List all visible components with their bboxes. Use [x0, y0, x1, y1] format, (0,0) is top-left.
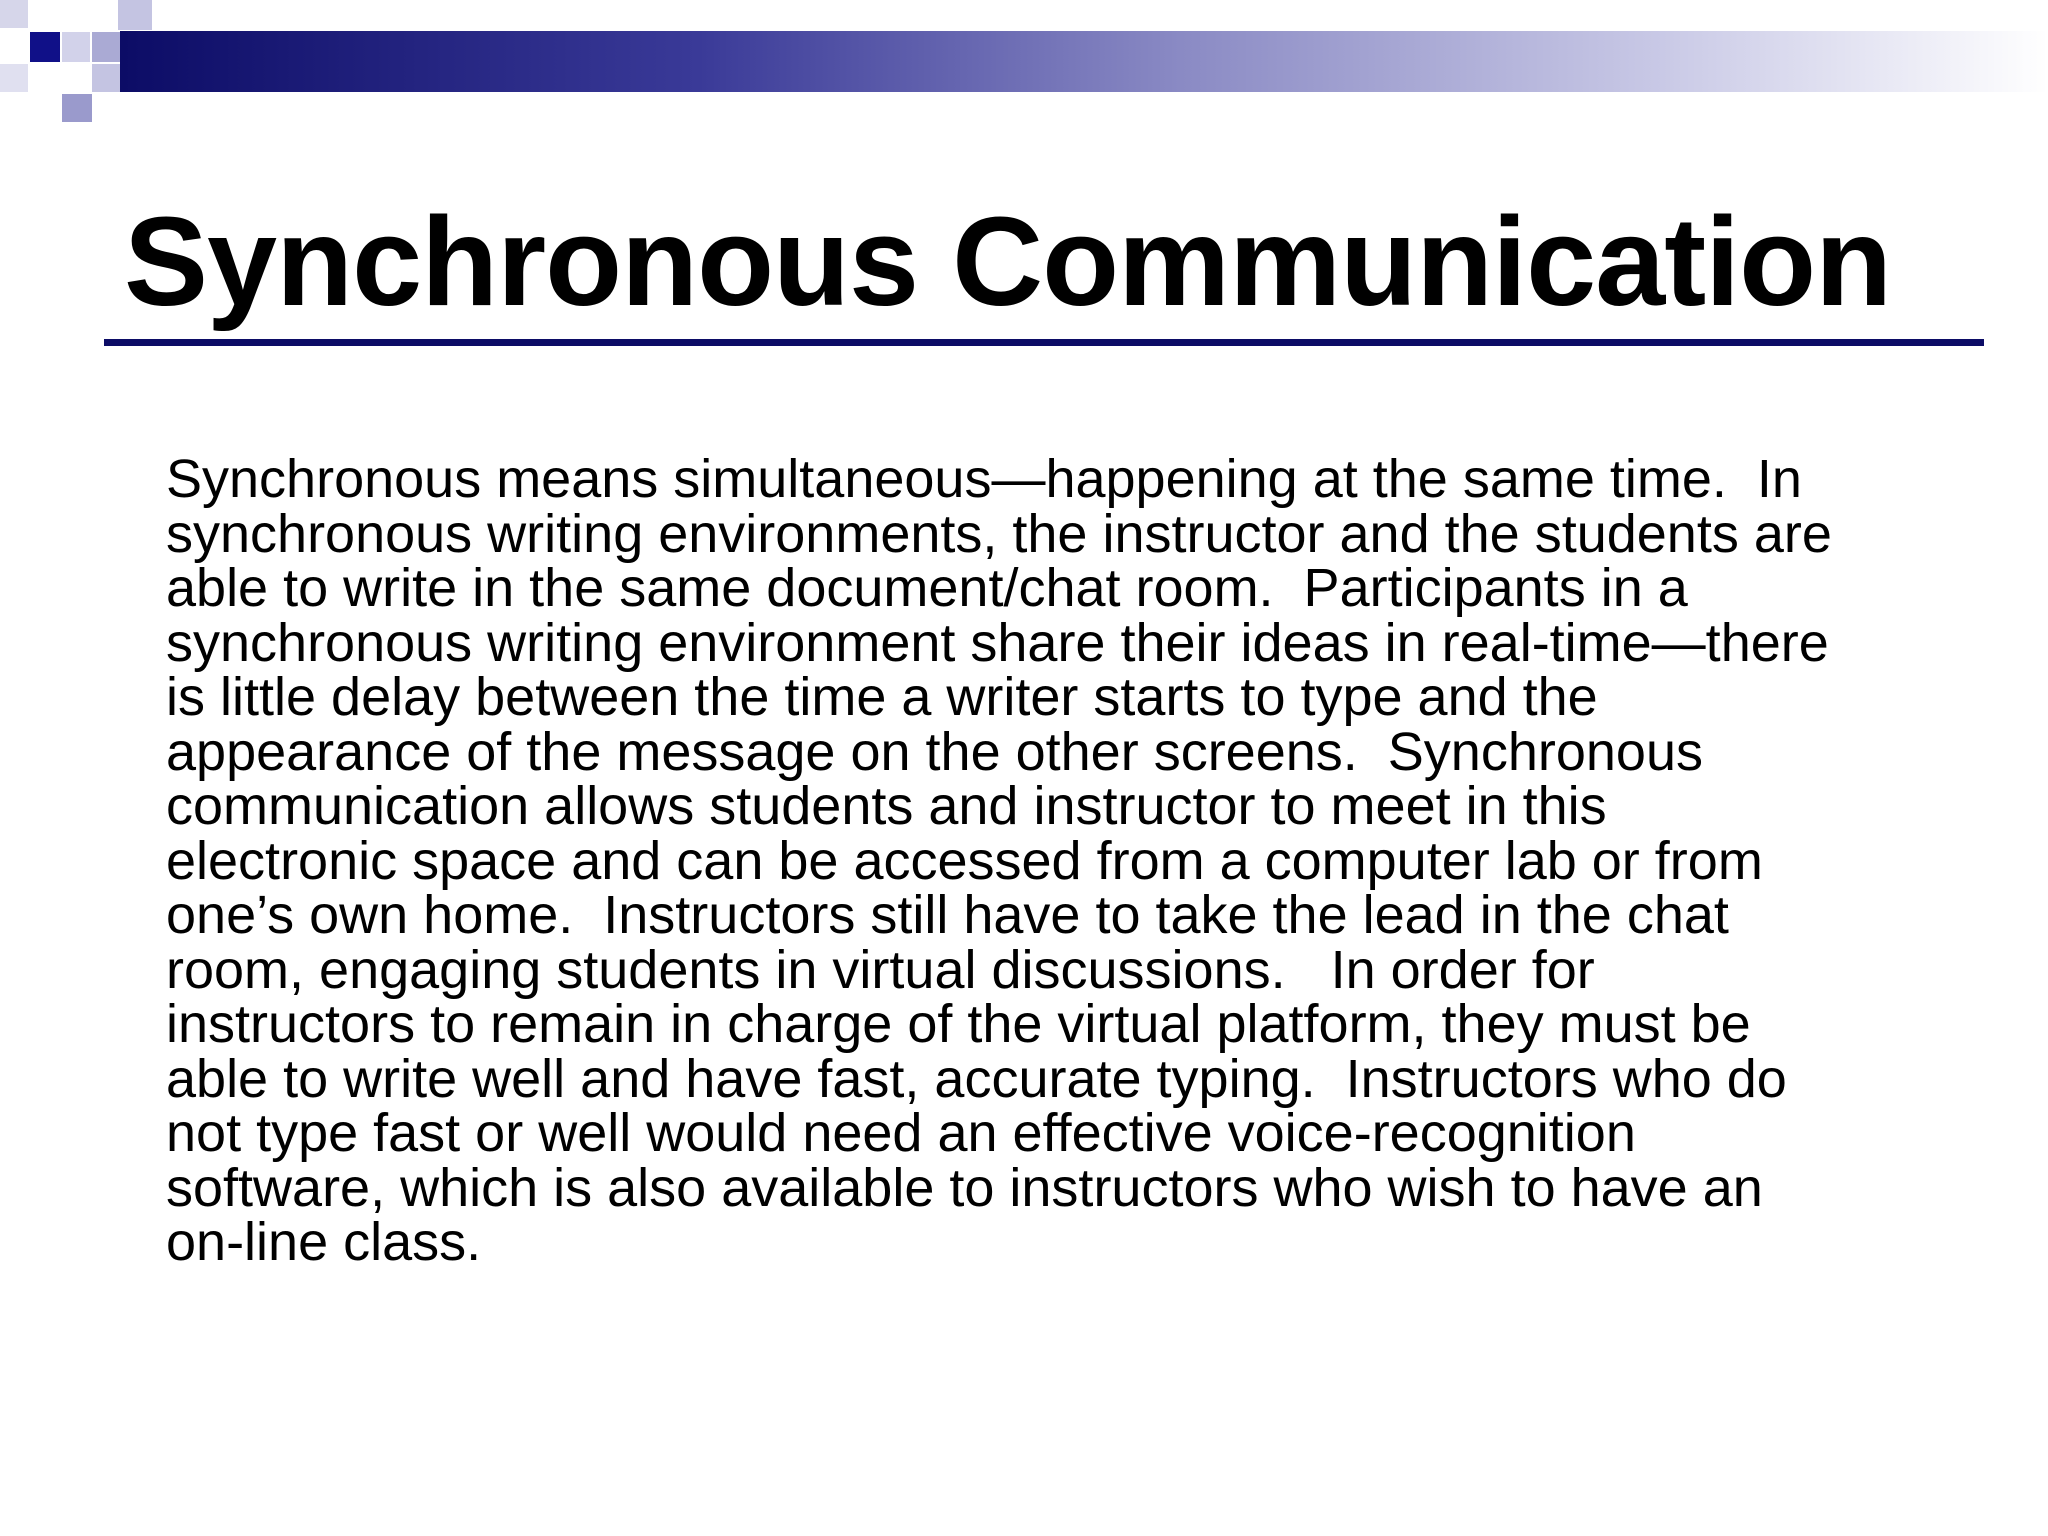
body-line: able to write in the same document/chat room. Participants in a	[166, 558, 1688, 618]
deco-square	[62, 94, 92, 122]
header-gradient-band	[120, 31, 2048, 92]
body-line: one’s own home. Instructors still have to take the lead in the chat	[166, 885, 1729, 945]
body-line: instructors to remain in charge of the virtual platform, they must be	[166, 994, 1751, 1054]
body-line: communication allows students and instructor to meet in this	[166, 776, 1607, 836]
body-line: appearance of the message on the other screens. Synchronous	[166, 721, 1703, 782]
body-line: on-line class.	[166, 1212, 482, 1272]
deco-square	[92, 32, 120, 62]
deco-square	[92, 64, 120, 92]
deco-square	[30, 32, 60, 62]
body-line: synchronous writing environments, the instructor and the students are	[166, 503, 1832, 564]
body-line: is little delay between the time a writer starts to type and the	[166, 667, 1598, 727]
body-line: not type fast or well would need an effective voice-recognition	[166, 1103, 1636, 1163]
slide-body-paragraph	[166, 449, 1966, 1272]
deco-square	[62, 32, 90, 62]
decorative-squares-logo	[0, 0, 160, 130]
deco-square	[118, 0, 152, 30]
slide-title: Synchronous Communication	[124, 191, 1892, 332]
body-line: able to write well and have fast, accurate typing. Instructors who do	[166, 1048, 1787, 1109]
body-line: Synchronous means simultaneous—happening at the same time. In	[166, 449, 1802, 509]
body-line: room, engaging students in virtual discussions. In order for	[166, 939, 1595, 1000]
deco-square	[0, 0, 28, 28]
body-line: synchronous writing environment share their ideas in real-time—there	[166, 612, 1829, 673]
body-line: software, which is also available to instructors who wish to have an	[166, 1157, 1763, 1218]
body-line: electronic space and can be accessed from a computer lab or from	[166, 830, 1763, 891]
title-underline-rule	[104, 339, 1984, 346]
deco-square	[0, 64, 28, 92]
